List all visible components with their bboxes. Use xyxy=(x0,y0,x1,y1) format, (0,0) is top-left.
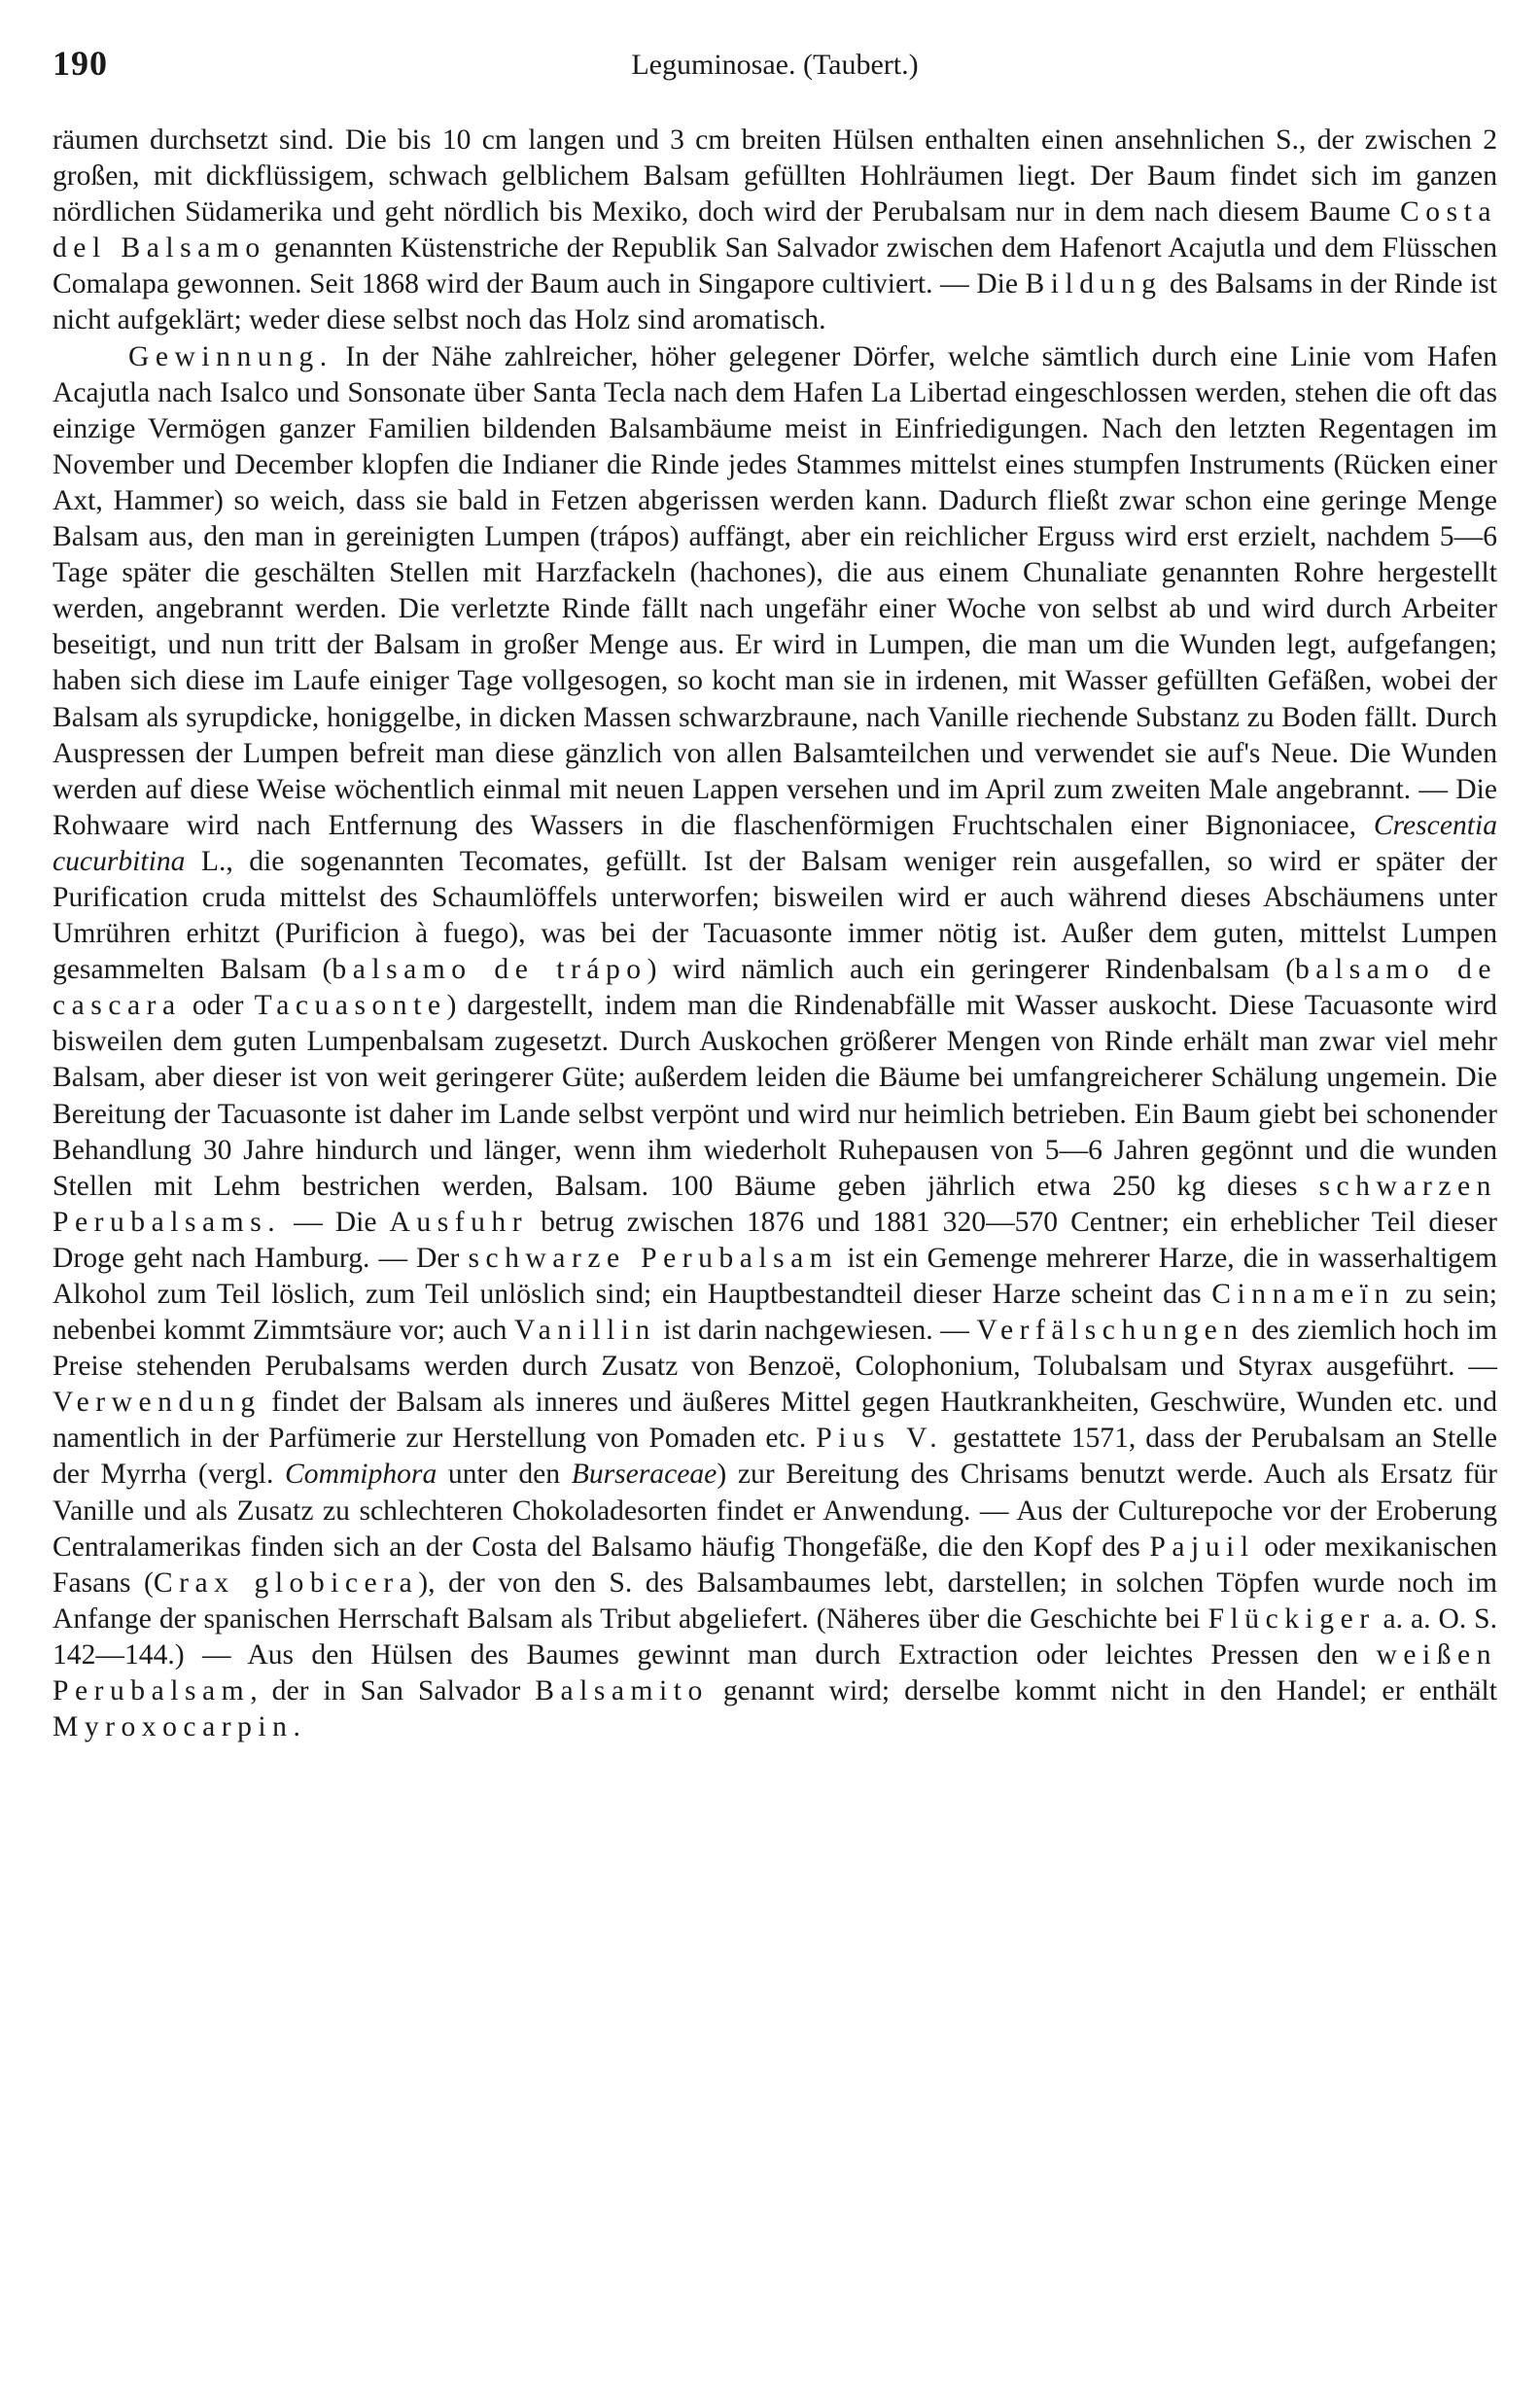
text-run: a. a. O. S. 142—144.) — Aus den Hülsen des Baumes gewinnt man durch Extraction oder leichtes Pressen den xyxy=(52,1602,1497,1671)
text-run: . xyxy=(293,1711,300,1743)
text-run: — Die xyxy=(281,1206,390,1238)
page-number: 190 xyxy=(52,44,108,83)
spaced-emphasis: balsamo de cascara xyxy=(52,954,1497,1022)
text-run: räumen durchsetzt sind. Die bis 10 cm langen und 3 cm breiten Hülsen enthalten einen ansehnlichen S., der zwischen 2 großen, mit dickflüssigem, schwach gelblichem Balsam gefüllten Hohlräumen liegt. Der Baum findet sich im ganzen nördlichen Südamerika und geht nördlich bis Mexiko, doch wird der Perubalsam nur in dem nach diesem Baume xyxy=(52,124,1497,229)
text-run: , der in San Salvador xyxy=(250,1675,536,1707)
spaced-emphasis: Tacuasonte xyxy=(254,990,447,1022)
text-run: L., die sogenannten Tecomates, gefüllt. Ist der Balsam weniger rein ausgefallen, so wird er später der Purification cruda mittelst des Schaumlöffels unterworfen; bisweilen wird er auch während dieses Abschäumens unter Umrühren erhitzt (Purificion à fuego), was bei der Tacuasonte immer nötig ist. Außer dem guten, mittelst Lumpen gesammelten Balsam ( xyxy=(52,845,1497,986)
text-run: In der Nähe zahlreicher, höher gelegener Dörfer, welche sämtlich durch eine Linie vom Hafen Acajutla nach Isalco und Sonsonate über Santa Tecla nach dem Hafen La Libertad eingeschlossen werden, stehen die oft das einzige Vermögen ganzer Familien bildenden Balsambäume meist in Einfriedigungen. Nach den letzten Regentagen im November und December klopfen die Indianer die Rinde jedes Stammes mittelst eines stumpfen Instruments (Rücken einer Axt, Hammer) so weich, dass sie bald in Fetzen abgerissen werden kann. Dadurch fließt zwar schon eine geringe Menge Balsam aus, den man in gereinigten Lumpen (trápos) auffängt, aber ein reichlicher Erguss wird erst erzielt, nachdem 5—6 Tage später die geschälten Stellen mit Harzfackeln (hachones), die aus einem Chunaliate genannten Rohre hergestellt werden, angebrannt werden. Die verletzte Rinde fällt nach ungefähr einer Woche von selbst ab und wird durch Arbeiter beseitigt, und nun tritt der Balsam in großer Menge aus. Er wird in Lumpen, die man um die Wunden legt, aufgefangen; haben sich diese im Laufe einiger Tage vollgesogen, so kocht man sie in irdenen, mit Wasser gefüllten Gefäßen, wobei der Balsam als syrupdicke, honiggelbe, in dicken Massen schwarzbraune, nach Vanille riechende Substanz zu Boden fällt. Durch Auspressen der Lumpen befreit man diese gänzlich von allen Balsamteilchen und verwendet sie auf's Neue. Die Wunden werden auf diese Weise wöchentlich einmal mit neuen Lappen versehen und im April zum zweiten Male angebrannt. — Die Rohwaare wird nach Entfernung des Wassers in die flaschenförmigen Fruchtschalen einer Bignoniacee, xyxy=(52,340,1497,841)
spaced-emphasis: Balsamito xyxy=(535,1675,709,1707)
spaced-emphasis: Pius V. xyxy=(816,1423,944,1455)
running-head: Leguminosae. (Taubert.) xyxy=(631,49,919,81)
italic-term: Burseraceae xyxy=(571,1459,718,1491)
text-run: ), der von den S. des Balsambaumes lebt, darstellen; in solchen Töpfen wurde noch im Anfange der spanischen Herrschaft Balsam als Tribut abgeliefert. (Näheres über die Geschichte bei xyxy=(52,1566,1497,1635)
text-run: des ziemlich hoch im Preise stehenden Perubalsams werden durch Zusatz von Benzoë, Colophonium, Tolubalsam und Styrax ausgeführt. — xyxy=(52,1315,1497,1383)
paragraph xyxy=(52,339,1497,1746)
text-run: genannt wird; derselbe kommt nicht in den Handel; er enthält xyxy=(708,1675,1497,1707)
text-run: unter den xyxy=(437,1459,572,1491)
text-run: ) dargestellt, indem man die Rindenabfälle mit Wasser auskocht. Diese Tacuasonte wird bisweilen dem guten Lumpenbalsam zugesetzt. Durch Auskochen größerer Mengen von Rinde erhält man zwar viel mehr Balsam, aber dieser ist von weit geringerer Güte; außerdem leiden die Bäume bei umfangreicherer Schälung ungemein. Die Bereitung der Tacuasonte ist daher im Lande selbst verpönt und wird nur heimlich betrieben. Ein Baum giebt bei schonender Behandlung 30 Jahre hindurch und länger, wenn ihm wiederholt Ruhepausen von 5—6 Jahren gegönnt und die wunden Stellen mit Lehm bestrichen werden, Balsam. 100 Bäume geben jährlich etwa 250 kg dieses xyxy=(52,990,1497,1202)
spaced-emphasis: schwarzen Perubalsams. xyxy=(52,1170,1497,1238)
spaced-emphasis: Bildung xyxy=(1025,268,1163,300)
spaced-emphasis: Verfälschungen xyxy=(976,1315,1244,1347)
spaced-emphasis: Crax globicera xyxy=(153,1566,419,1599)
text-run: findet der Balsam als inneres und äußeres Mittel gegen Hautkrankheiten, Geschwüre, Wunden etc. und namentlich in der Parfümerie zur Herstellung von Pomaden etc. xyxy=(52,1387,1497,1455)
spaced-emphasis: Costa del Balsamo xyxy=(52,196,1497,264)
spaced-emphasis: Cinnameïn xyxy=(1211,1279,1395,1310)
spaced-emphasis: balsamo de trápo xyxy=(332,954,648,986)
body-text xyxy=(52,123,1497,1745)
text-run: zu sein; nebenbei kommt Zimmtsäure vor; auch xyxy=(52,1279,1497,1347)
text-run: ) wird nämlich auch ein geringerer Rindenbalsam ( xyxy=(647,954,1295,986)
spaced-emphasis: Vanillin xyxy=(514,1315,656,1347)
spaced-emphasis: Ausfuhr xyxy=(389,1206,529,1238)
text-run: des Balsams in der Rinde ist nicht aufgeklärt; weder diese selbst noch das Holz sind aromatisch. xyxy=(52,268,1497,336)
text-run: ist darin nachgewiesen. — xyxy=(655,1315,977,1347)
italic-term: Crescentia cucurbitina xyxy=(52,809,1497,877)
text-run: oder xyxy=(181,990,255,1022)
text-run: genannten Küstenstriche der Republik San Salvador zwischen dem Hafenort Acajutla und dem Flüsschen Comalapa gewonnen. Seit 1868 wird der Baum auch in Singapore cultiviert. — Die xyxy=(52,232,1498,300)
spaced-emphasis: Gewinnung. xyxy=(128,340,333,372)
page-header xyxy=(52,43,1497,101)
spaced-emphasis: Flückiger xyxy=(1208,1602,1376,1635)
text-run: betrug zwischen 1876 und 1881 320—570 Centner; ein erheblicher Teil dieser Droge geht nach Hamburg. — Der xyxy=(52,1206,1497,1274)
text-run: ist ein Gemenge mehrerer Harze, die in wasserhaltigem Alkohol zum Teil löslich, zum Teil unlöslich sind; ein Hauptbestandteil dieser Harze scheint das xyxy=(52,1242,1497,1310)
text-run: gestattete 1571, dass der Perubalsam an Stelle der Myrrha (vergl. xyxy=(52,1423,1497,1491)
text-run: oder mexikanischen Fasans ( xyxy=(52,1530,1497,1599)
italic-term: Commiphora xyxy=(285,1459,438,1491)
paragraph xyxy=(52,123,1497,339)
spaced-emphasis: Verwendung xyxy=(52,1387,262,1419)
spaced-emphasis: Myroxocarpin xyxy=(52,1711,294,1743)
spaced-emphasis: weißen Perubalsam xyxy=(52,1638,1497,1707)
document-page xyxy=(52,43,1497,1745)
spaced-emphasis: schwarze Perubalsam xyxy=(468,1242,839,1274)
text-run: ) zur Bereitung des Chrisams benutzt werde. Auch als Ersatz für Vanille und als Zusatz zu schlechteren Chokoladesorten findet er Anwendung. — Aus der Culturepoche vor der Eroberung Centralamerikas finden sich an der Costa del Balsamo häufig Thongefäße, die den Kopf des xyxy=(52,1459,1498,1563)
spaced-emphasis: Pajuil xyxy=(1149,1530,1255,1563)
